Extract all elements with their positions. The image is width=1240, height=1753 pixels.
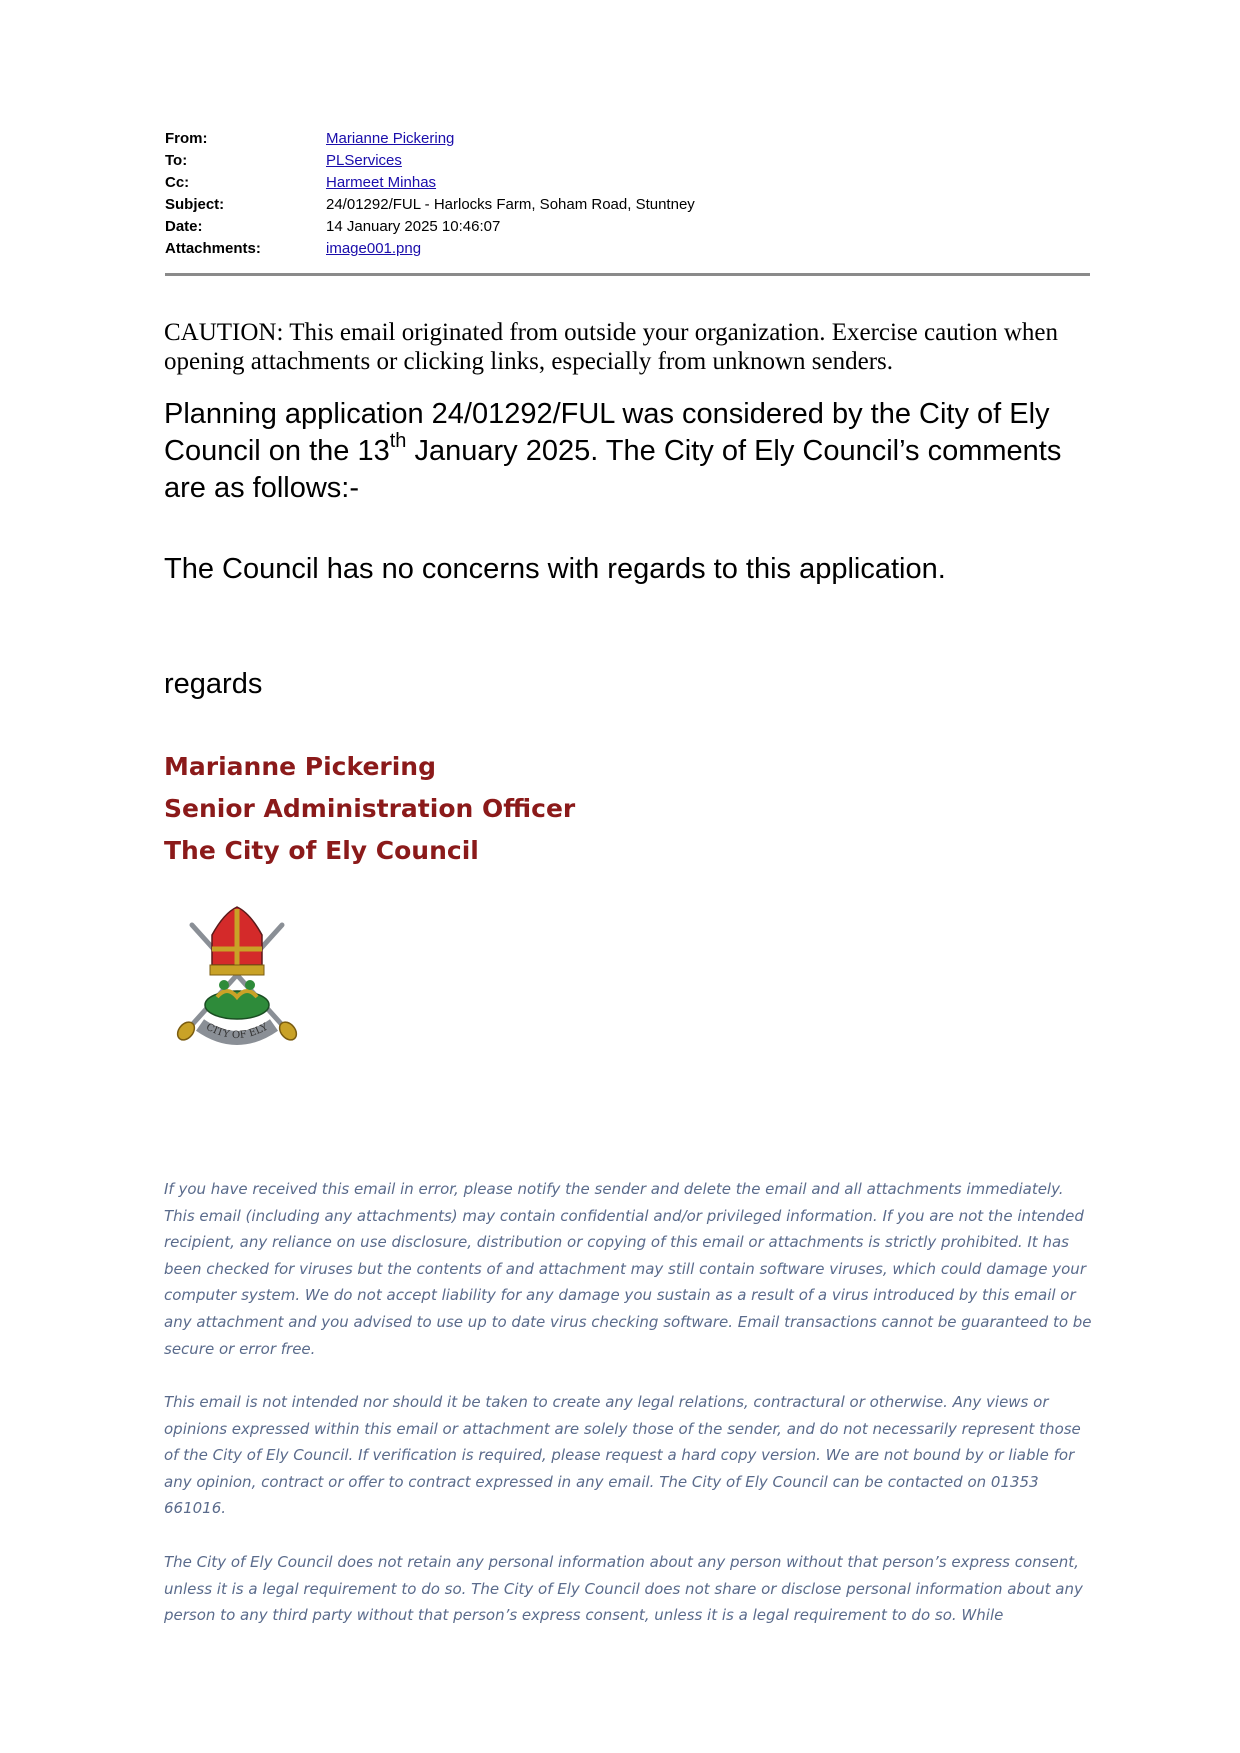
disclaimer-paragraph-1: [164, 1176, 1094, 1362]
body-paragraph-2: The Council has no concerns with regards to this application.: [164, 553, 946, 585]
subject-value: 24/01292/FUL - Harlocks Farm, Soham Road, Stuntney: [326, 196, 695, 213]
attachment-link[interactable]: image001.png: [326, 240, 422, 257]
disclaimer-text-3: The City of Ely Council does not retain any personal information about any person without that person’s express consent, unless it is a legal requirement to do so. The City of Ely Council does not share or disclose personal information about any person to any third party without that person’s express consent, unless it is a legal requirement to do so. While: [164, 1553, 1083, 1625]
cc-row: [165, 172, 1090, 194]
body-paragraph-1-end: January 2025. The City of Ely Council’s comments are as follows:-: [164, 435, 1062, 504]
disclaimer-paragraph-3: [164, 1549, 1094, 1629]
to-row: [165, 150, 1090, 172]
date-label: Date:: [165, 218, 203, 235]
disclaimer-paragraph-2: [164, 1389, 1094, 1522]
crest-motto: CITY OF ELY: [204, 1021, 270, 1042]
attachments-label: Attachments:: [165, 240, 261, 257]
signature-block: [164, 746, 575, 872]
regards-text: regards: [164, 668, 263, 700]
signature-org: The City of Ely Council: [164, 836, 479, 865]
signature-title: Senior Administration Officer: [164, 794, 576, 823]
disclaimer-text-2: This email is not intended nor should it be taken to create any legal relations, contractural or otherwise. Any views or opinions expressed within this email or attachment are solely those of the sender, and do not necessarily represent those of the City of Ely Council. If verification is required, please request a hard copy version. We are not bound by or liable for any opinion, contract or offer to contract expressed in any email. The City of Ely Council can be contacted on 01353 661016.: [164, 1393, 1081, 1518]
attachments-row: [165, 238, 1090, 260]
from-label: From:: [165, 130, 208, 147]
email-header: [165, 128, 1090, 260]
from-link[interactable]: Marianne Pickering: [326, 130, 455, 147]
city-of-ely-crest-logo: [172, 905, 302, 1055]
cc-label: Cc:: [165, 174, 190, 191]
signature-name: Marianne Pickering: [164, 752, 436, 781]
disclaimer-text-1: If you have received this email in error, please notify the sender and delete the email and all attachments immediately. This email (including any attachments) may contain confidential and/or privileged information. If you are not the intended recipient, any reliance on use disclosure, distribution or copying of this email or attachments is strictly prohibited. It has been checked for viruses but the contents of and attachment may still contain software viruses, which could damage your computer system. We do not accept liability for any damage you sustain as a result of a virus introduced by this email or any attachment and you advised to use up to date virus checking software. Email transactions cannot be guaranteed to be secure or error free.: [164, 1180, 1092, 1358]
ordinal-suffix: th: [389, 430, 407, 452]
from-row: [165, 128, 1090, 150]
date-row: [165, 216, 1090, 238]
subject-row: [165, 194, 1090, 216]
subject-label: Subject:: [165, 196, 225, 213]
body-paragraph-1: [164, 396, 1104, 507]
cc-link[interactable]: Harmeet Minhas: [326, 174, 437, 191]
caution-banner: CAUTION: This email originated from outside your organization. Exercise caution when opening attachments or clicking links, especially from unknown senders.: [164, 319, 1058, 375]
date-value: 14 January 2025 10:46:07: [326, 218, 501, 235]
body-paragraph-1-start: Planning application 24/01292/FUL was considered by the City of Ely Council on the 13: [164, 398, 1050, 467]
to-label: To:: [165, 152, 188, 169]
to-link[interactable]: PLServices: [326, 152, 402, 169]
header-divider: [165, 273, 1090, 276]
